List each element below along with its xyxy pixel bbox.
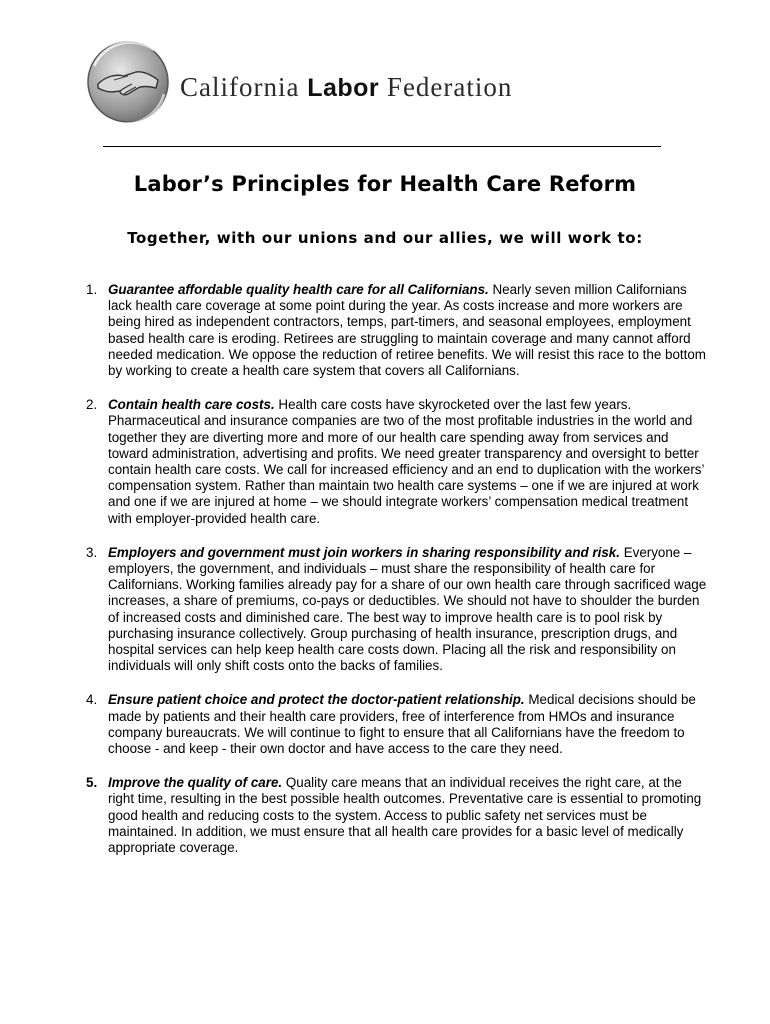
principle-body: Medical decisions should be made by patients and their health care providers, free of interference from HMOs and insurance company bureaucrats. We will continue to fight to ensure that all Californians have the freedom to choose - and keep - their own doctor and have access to the care they need. xyxy=(108,692,696,757)
org-name-suffix: Federation xyxy=(386,72,513,102)
principle-item-5 xyxy=(86,775,708,856)
principle-body: Quality care means that an individual receives the right care, at the right time, resulting in the best possible health outcomes. Preventative care is essential to promoting good health and reducing costs to the system. Access to public safety net services must be maintained. In addition, we must ensure that all health care provides for a basic level of medically appropriate coverage. xyxy=(108,775,702,856)
principle-heading: Improve the quality of care. xyxy=(108,775,283,791)
principle-number: 5. xyxy=(86,775,98,791)
principle-item-1 xyxy=(86,282,708,379)
principle-body: Everyone – employers, the government, and individuals – must share the responsibility of health care for Californians. Working families already pay for a share of our own health care through sacrificed wage increases, a share of premiums, co-pays or deductibles. We should not have to shoulder the burden of increased costs and diminished care. The best way to improve health care is to pool risk by purchasing insurance collectively. Group purchasing of health insurance, prescription drugs, and hospital services can help keep health care costs down. Placing all the risk and responsibility on individuals will only shift costs onto the backs of families. xyxy=(108,544,707,674)
letterhead xyxy=(84,36,644,136)
org-name-prefix: California xyxy=(180,72,300,102)
header-divider xyxy=(103,146,661,147)
principle-number: 1. xyxy=(86,282,98,297)
principle-heading: Ensure patient choice and protect the doctor-patient relationship. xyxy=(108,692,525,708)
principle-number: 3. xyxy=(86,544,98,560)
principle-item-4 xyxy=(86,692,708,757)
handshake-logo-icon xyxy=(84,36,174,132)
principle-number: 2. xyxy=(86,397,98,413)
principle-heading: Employers and government must join workers in sharing responsibility and risk. xyxy=(108,544,620,560)
principle-number: 4. xyxy=(86,692,98,708)
principle-body: Health care costs have skyrocketed over the last few years. Pharmaceutical and insurance companies are two of the most profitable industries in the world and together they are diverting more and more of our health care spending away from services and toward administration, advertising and profits. We need greater transparency and oversight to better contain health care costs. We call for increased efficiency and an end to duplication with the workers’ compensation system. Rather than maintain two health care systems – one if we are injured at work and one if we are injured at home – we should integrate workers’ compensation medical treatment with employer-provided health care. xyxy=(108,397,704,526)
page-title: Labor’s Principles for Health Care Reform xyxy=(133,172,637,196)
principle-body: Nearly seven million Californians lack health care coverage at some point during the year. As costs increase and more workers are being hired as independent contractors, temps, part-timers, and seasonal employees, employment based health care is eroding. Retirees are struggling to maintain coverage and many cannot afford needed medication. We oppose the reduction of retiree benefits. We will resist this race to the bottom by working to create a health care system that covers all Californians. xyxy=(108,282,706,379)
principle-item-2 xyxy=(86,397,708,527)
page-subtitle: Together, with our unions and our allies, we will work to: xyxy=(127,229,643,247)
org-name-bold: Labor xyxy=(307,74,380,102)
organization-name xyxy=(180,72,512,103)
principle-heading: Guarantee affordable quality health care for all Californians. xyxy=(108,282,489,297)
principle-item-3 xyxy=(86,545,708,675)
principle-heading: Contain health care costs. xyxy=(108,397,275,413)
principles-list xyxy=(86,282,708,856)
